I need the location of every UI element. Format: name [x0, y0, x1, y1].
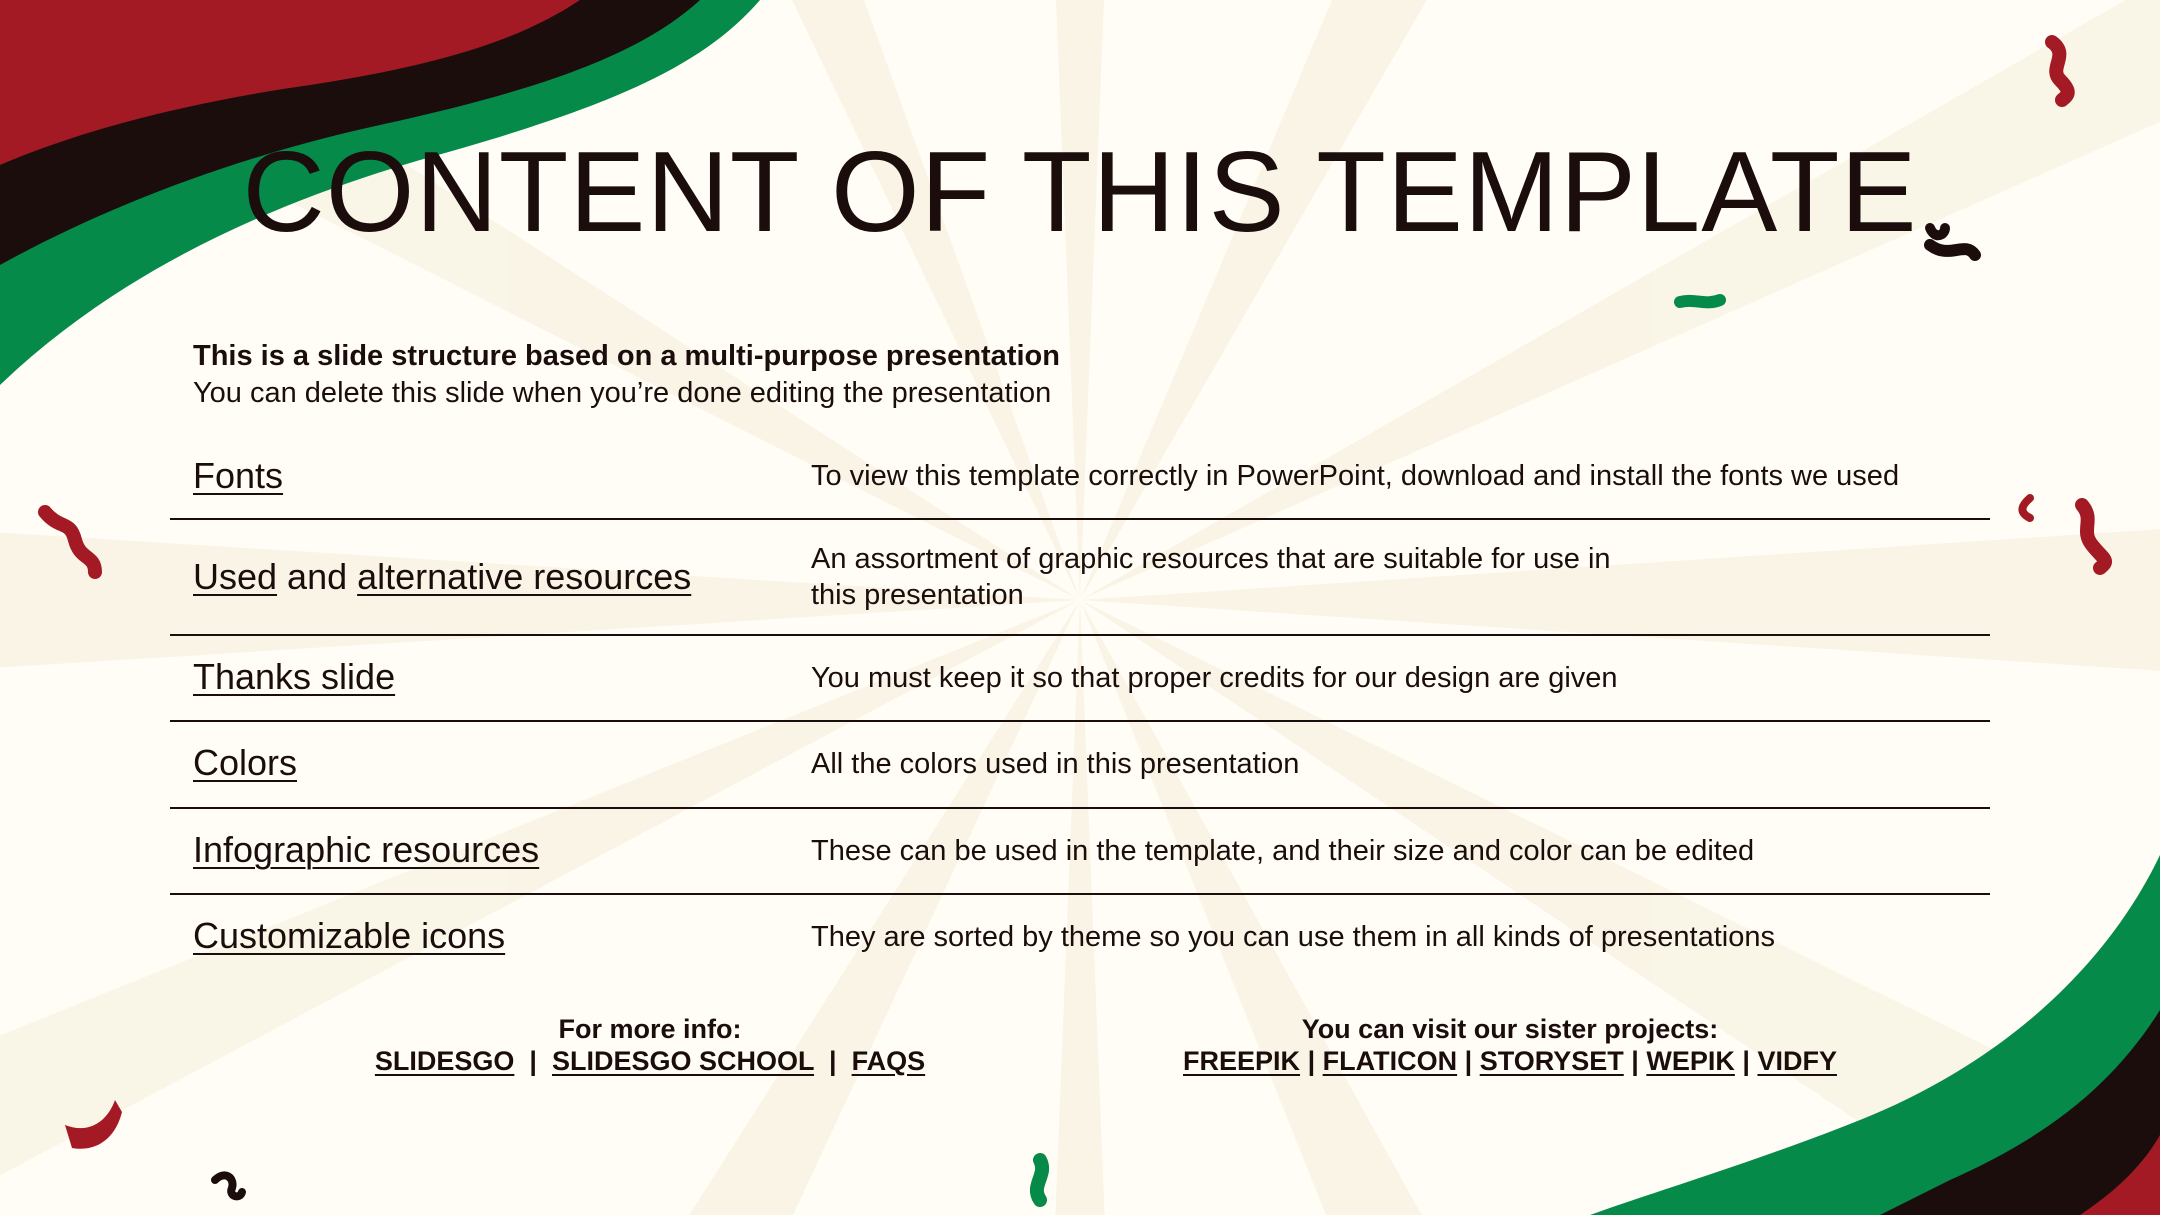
- link-separator: |: [529, 1046, 537, 1076]
- row-divider: [170, 807, 1990, 809]
- colors-description: All the colors used in this presentation: [811, 748, 1300, 780]
- infographic-resources-link[interactable]: Infographic resources: [193, 829, 540, 870]
- content-row-thanks: [193, 656, 1983, 716]
- used-resources-link[interactable]: Used: [193, 556, 278, 597]
- slide-title: CONTENT OF THIS TEMPLATE: [242, 129, 1918, 256]
- slidesgo-link[interactable]: SLIDESGO: [374, 1046, 515, 1076]
- resources-label: [193, 556, 691, 598]
- sister-projects-links: [1120, 1045, 1900, 1077]
- infographic-description: These can be used in the template, and their size and color can be edited: [811, 835, 1755, 867]
- intro-bold-line: This is a slide structure based on a multi-purpose presentation: [193, 340, 1060, 372]
- footer-sister-projects: [1120, 1013, 1900, 1077]
- link-separator: |: [829, 1046, 837, 1076]
- content-row-icons: [193, 915, 1983, 975]
- more-info-links: [290, 1045, 1010, 1077]
- content-row-infographics: [193, 829, 1983, 889]
- more-info-heading: For more info:: [558, 1014, 742, 1044]
- fonts-description: To view this template correctly in PowerPoint, download and install the fonts we used: [811, 460, 1900, 492]
- row-divider: [170, 634, 1990, 636]
- content-row-resources: [193, 540, 1983, 630]
- link-separator: |: [1631, 1046, 1639, 1076]
- link-separator: |: [1307, 1046, 1316, 1076]
- row-divider: [170, 893, 1990, 895]
- intro-line: You can delete this slide when you’re done editing the presentation: [193, 377, 1052, 409]
- slidesgo-school-link[interactable]: SLIDESGO SCHOOL: [551, 1046, 815, 1076]
- sister-projects-heading: You can visit our sister projects:: [1301, 1014, 1719, 1044]
- link-separator: |: [1464, 1046, 1473, 1076]
- faqs-link[interactable]: FAQS: [851, 1046, 926, 1076]
- icons-description: They are sorted by theme so you can use them in all kinds of presentations: [811, 921, 1775, 953]
- intro-text: [193, 338, 1060, 412]
- footer-more-info: [290, 1013, 1010, 1077]
- resources-description-line-1: An assortment of graphic resources that are suitable for use in: [811, 543, 1611, 575]
- vidfy-link[interactable]: VIDFY: [1757, 1046, 1837, 1076]
- content-row-fonts: [193, 453, 1983, 513]
- flaticon-link[interactable]: FLATICON: [1322, 1046, 1458, 1076]
- and-text: and: [277, 556, 358, 597]
- row-divider: [170, 720, 1990, 722]
- resources-description: [811, 541, 1611, 613]
- alternative-resources-link[interactable]: alternative resources: [357, 556, 692, 597]
- storyset-link[interactable]: STORYSET: [1479, 1046, 1624, 1076]
- row-divider: [170, 518, 1990, 520]
- customizable-icons-link[interactable]: Customizable icons: [193, 915, 506, 956]
- content-row-colors: [193, 742, 1983, 802]
- thanks-description: You must keep it so that proper credits for our design are given: [811, 662, 1618, 694]
- colors-link[interactable]: Colors: [193, 742, 298, 783]
- fonts-link[interactable]: Fonts: [193, 455, 284, 496]
- resources-description-line-2: this presentation: [811, 579, 1024, 611]
- thanks-slide-link[interactable]: Thanks slide: [193, 656, 396, 697]
- wepik-link[interactable]: WEPIK: [1646, 1046, 1735, 1076]
- freepik-link[interactable]: FREEPIK: [1183, 1046, 1301, 1076]
- link-separator: |: [1742, 1046, 1750, 1076]
